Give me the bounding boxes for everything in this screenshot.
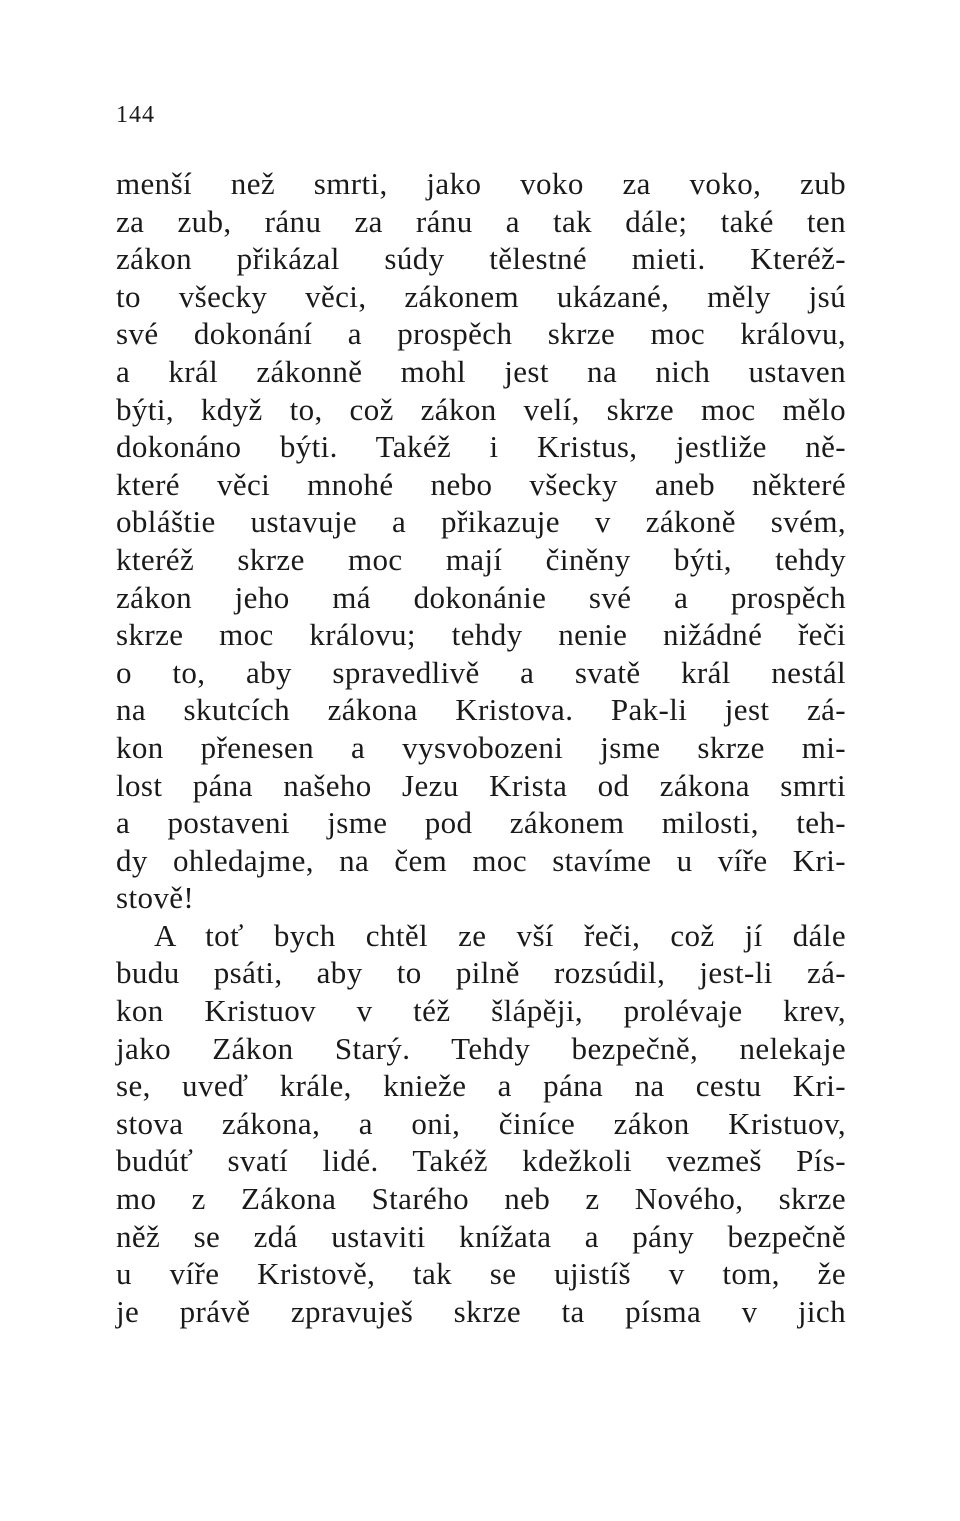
text-line: lost pána našeho Jezu Krista od zákona smrti — [116, 767, 846, 803]
text-line: dokonáno býti. Takéž i Kristus, jestliže ně- — [116, 429, 846, 465]
text-line: něž se zdá ustaviti knížata a pány bezpečně — [116, 1218, 846, 1254]
text-line: budu psáti, aby to pilně rozsúdil, jest-li zá- — [116, 955, 846, 991]
text-line: jako Zákon Starý. Tehdy bezpečně, nelekaje — [116, 1030, 846, 1066]
text-line: stova zákona, a oni, činíce zákon Kristuov, — [116, 1105, 846, 1141]
text-line: to všecky věci, zákonem ukázané, měly jsú — [116, 278, 846, 314]
text-line: skrze moc královu; tehdy nenie nižádné řeči — [116, 617, 846, 653]
text-line: je právě zpravuješ skrze ta písma v jich — [116, 1293, 846, 1329]
text-line: které věci mnohé nebo všecky aneb některé — [116, 466, 846, 502]
text-line: zákon přikázal súdy tělestné mieti. Kteréž- — [116, 241, 846, 277]
text-line: za zub, ránu za ránu a tak dále; také ten — [116, 203, 846, 239]
text-line: u víře Kristově, tak se ujistíš v tom, že — [116, 1256, 846, 1292]
text-line: menší než smrti, jako voko za voko, zub — [116, 166, 846, 201]
text-line: o to, aby spravedlivě a svatě král nestál — [116, 654, 846, 690]
text-line: stově! — [116, 880, 195, 916]
text-line: se, uveď krále, knieže a pána na cestu Kri- — [116, 1068, 846, 1104]
text-line: kon přenesen a vysvobozeni jsme skrze mi- — [116, 729, 846, 765]
text-line: kteréž skrze moc mají činěny býti, tehdy — [116, 541, 846, 577]
text-line: na skutcích zákona Kristova. Pak-li jest zá- — [116, 692, 846, 728]
text-line: zákon jeho má dokonánie své a prospěch — [116, 579, 846, 615]
text-line: a král zákonně mohl jest na nich ustaven — [116, 353, 846, 389]
text-line: a postaveni jsme pod zákonem milosti, teh- — [116, 805, 846, 841]
text-line: budúť svatí lidé. Takéž kdežkoli vezmeš Pís- — [116, 1143, 846, 1179]
body-text — [116, 165, 846, 1330]
text-line: býti, když to, což zákon velí, skrze moc mělo — [116, 391, 846, 427]
page-number: 144 — [116, 102, 155, 128]
text-line: A toť bych chtěl ze vší řeči, což jí dále — [154, 917, 846, 953]
text-line: kon Kristuov v též šlápěji, prolévaje krev, — [116, 993, 846, 1029]
text-line: dy ohledajme, na čem moc stavíme u víře Kri- — [116, 842, 846, 878]
text-line: mo z Zákona Starého neb z Nového, skrze — [116, 1181, 846, 1217]
text-line: své dokonání a prospěch skrze moc královu, — [116, 316, 846, 352]
text-line: obláštie ustavuje a přikazuje v zákoně svém, — [116, 504, 846, 540]
